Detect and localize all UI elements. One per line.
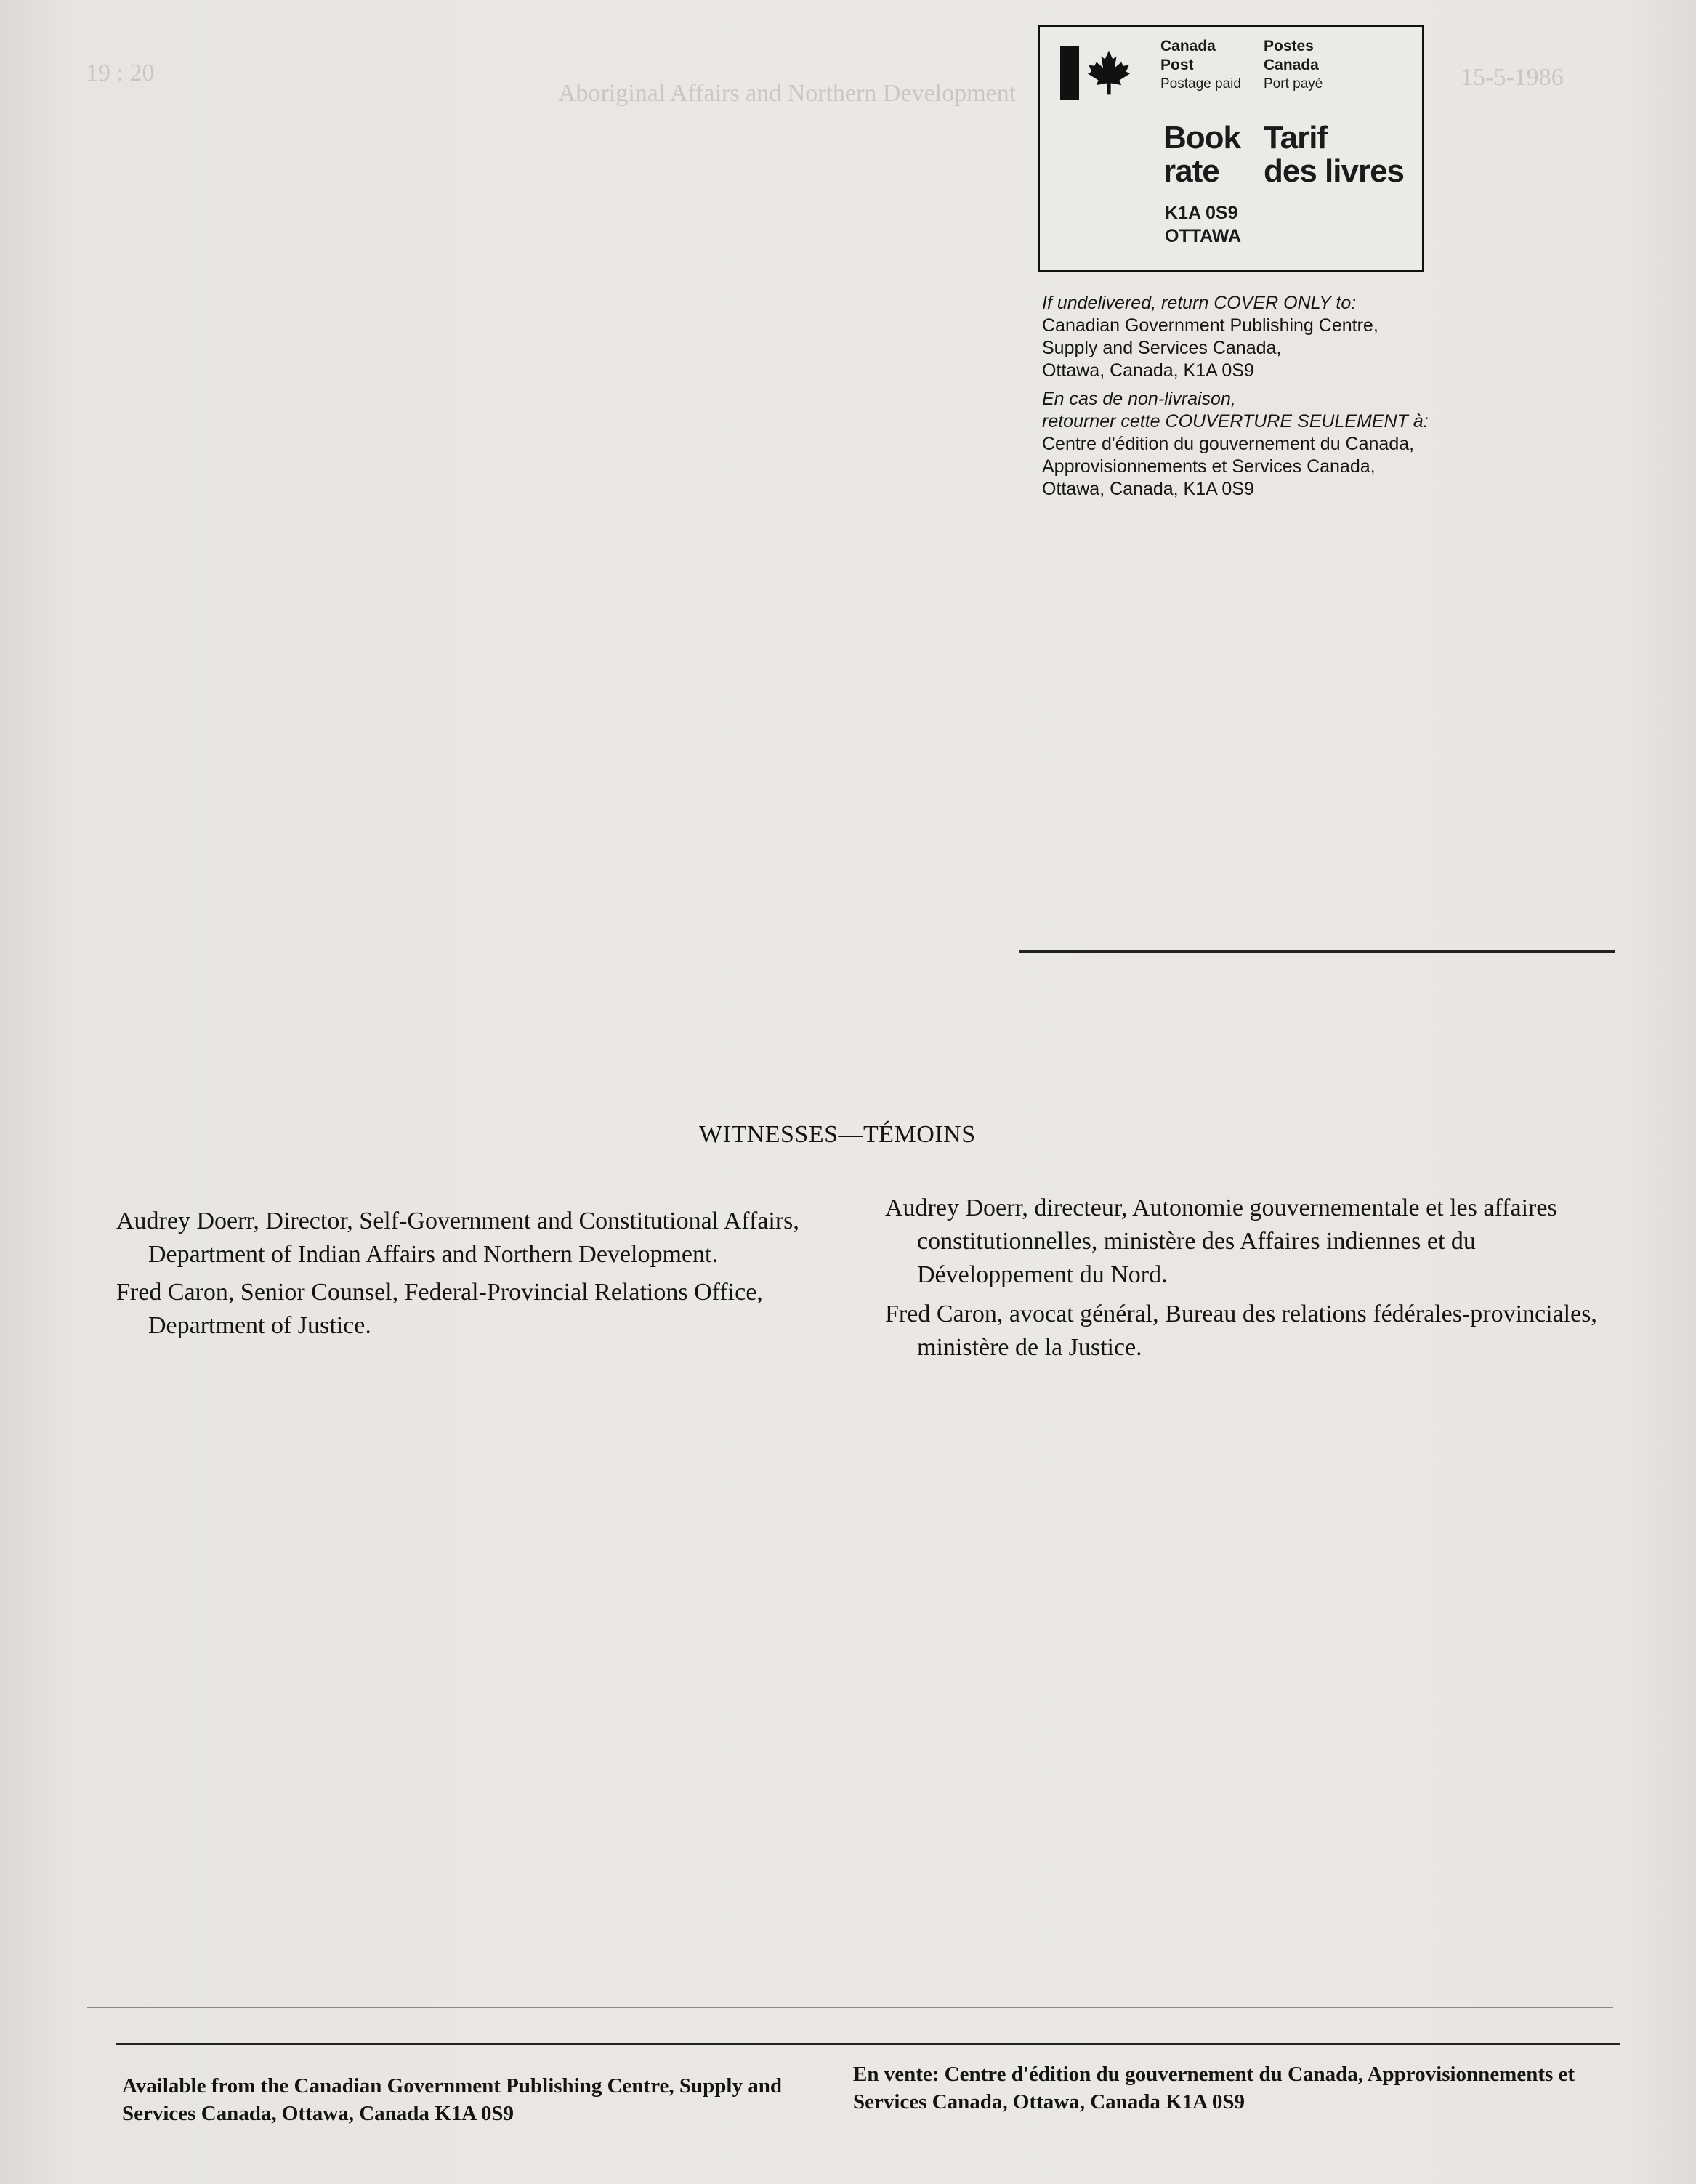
section-divider (1019, 950, 1615, 953)
book-rate-label: Book rate (1163, 120, 1240, 189)
footer-rule (116, 2043, 1620, 2045)
tarif-label: Tarif des livres (1264, 120, 1405, 189)
witness-entry: Audrey Doerr, Director, Self-Government and Constitutional Affairs, Department of Indian Affairs and Northern Development. (116, 1208, 799, 1268)
witness-list-fr (885, 1192, 1619, 1364)
return-notice-en: If undelivered, return COVER ONLY to: Canadian Government Publishing Centre, Supply and Services Canada, Ottawa, Canada, K1A 0S9 (1042, 293, 1378, 381)
witness-entry: Fred Caron, avocat général, Bureau des relations fédérales-provinciales, ministère de la Justice. (885, 1301, 1597, 1361)
footer-rule-faint (87, 2007, 1613, 2008)
return-notice-fr: En cas de non-livraison, retourner cette COUVERTURE SEULEMENT à: Centre d'édition du gouvernement du Canada, Approvisionnements et Services Canada, Ottawa, Canada, K1A 0S9 (1042, 389, 1429, 499)
return-notice (1042, 292, 1551, 506)
postage-address: K1A 0S9 OTTAWA (1165, 203, 1242, 246)
postage-label-fr: Postes Canada Port payé (1264, 38, 1323, 92)
running-title: Aboriginal Affairs and Northern Development (558, 80, 1017, 107)
header-date: 15-5-1986 (1461, 64, 1564, 91)
postage-label-en: Canada Post Postage paid (1160, 38, 1241, 92)
witness-list-en (116, 1205, 850, 1343)
page-number: 19 : 20 (86, 60, 155, 86)
witnesses-title: WITNESSES—TÉMOINS (699, 1121, 976, 1148)
postage-paid-indicia (1038, 25, 1424, 272)
witness-entry: Fred Caron, Senior Counsel, Federal-Provincial Relations Office, Department of Justice. (116, 1279, 763, 1339)
footer-availability-en: Available from the Canadian Government Publishing Centre, Supply and Services Canada, Ottawa, Canada K1A 0S9 (122, 2074, 782, 2125)
footer-availability-fr: En vente: Centre d'édition du gouvernement du Canada, Approvisionnements et Services Canada, Ottawa, Canada K1A 0S9 (853, 2063, 1575, 2114)
canada-flag-icon (1060, 46, 1133, 100)
witness-entry: Audrey Doerr, directeur, Autonomie gouvernementale et les affaires constitutionnelles, ministère des Affaires indiennes et du Développement du Nord. (885, 1194, 1557, 1288)
